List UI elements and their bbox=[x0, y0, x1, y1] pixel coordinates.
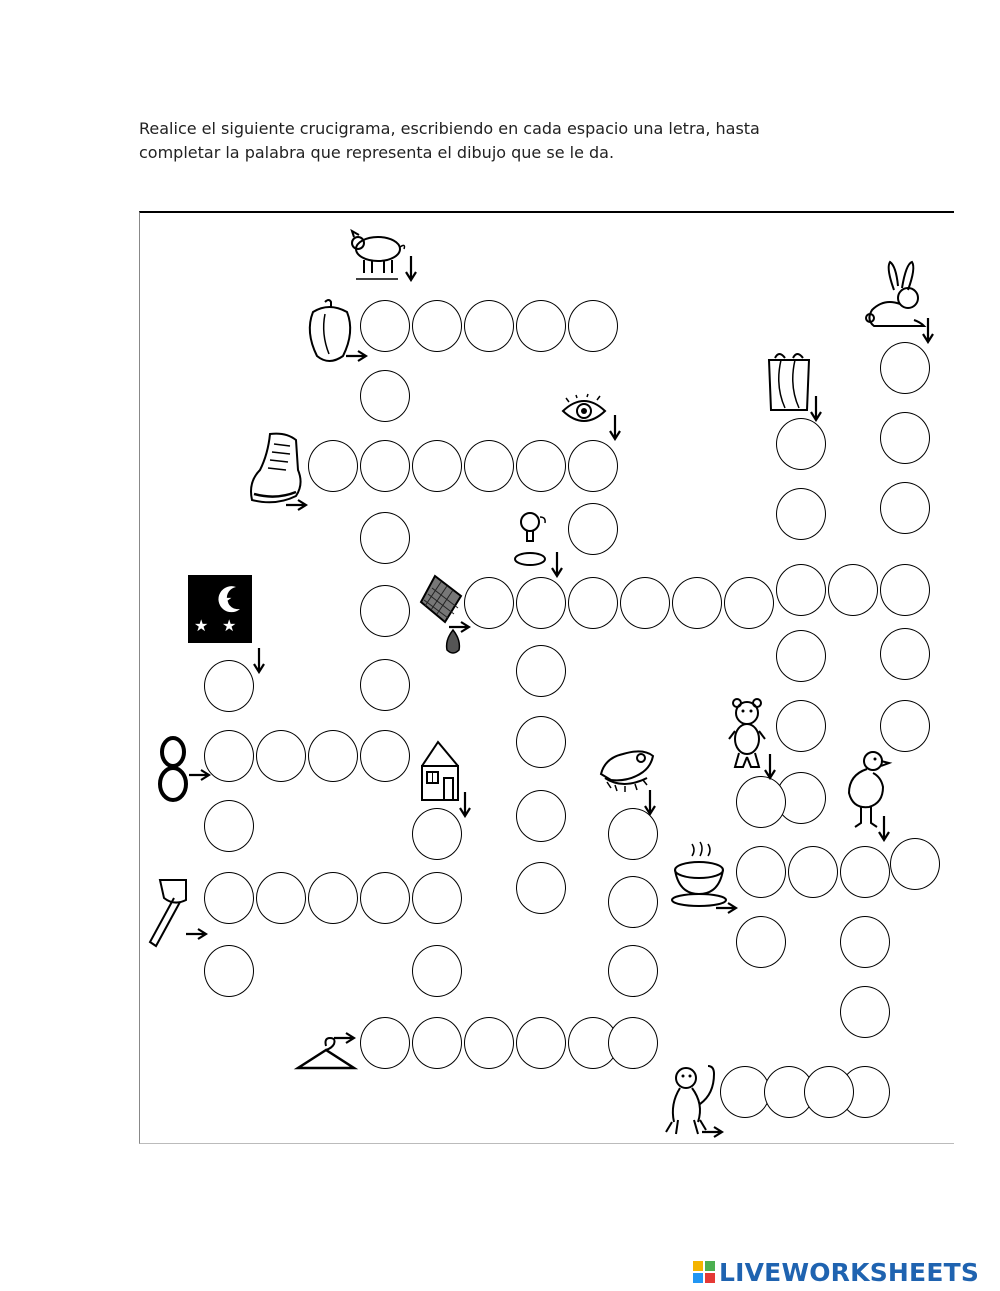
crossword-cell[interactable] bbox=[516, 862, 566, 914]
crossword-cell[interactable] bbox=[776, 564, 826, 616]
crossword-cell[interactable] bbox=[204, 800, 254, 852]
crossword-cell[interactable] bbox=[880, 564, 930, 616]
crossword-cell[interactable] bbox=[608, 945, 658, 997]
crossword-cell[interactable] bbox=[880, 412, 930, 464]
arrow-down-bag bbox=[809, 396, 823, 426]
arrow-down-frog bbox=[643, 790, 657, 820]
crossword-cell[interactable] bbox=[736, 846, 786, 898]
crossword-cell[interactable] bbox=[516, 1017, 566, 1069]
lightbulb-icon bbox=[513, 509, 547, 575]
grater-icon bbox=[419, 574, 467, 658]
teddy-bear-icon bbox=[727, 697, 767, 777]
crossword-cell[interactable] bbox=[890, 838, 940, 890]
arrow-down-duck bbox=[877, 816, 891, 846]
crossword-cell[interactable] bbox=[360, 585, 410, 637]
arrow-right-shoe bbox=[286, 497, 308, 516]
crossword-cell[interactable] bbox=[516, 716, 566, 768]
crossword-cell[interactable] bbox=[204, 872, 254, 924]
crossword-cell[interactable] bbox=[204, 945, 254, 997]
crossword-cell[interactable] bbox=[840, 986, 890, 1038]
crossword-cell[interactable] bbox=[360, 440, 410, 492]
crossword-cell[interactable] bbox=[516, 440, 566, 492]
crossword-cell[interactable] bbox=[736, 776, 786, 828]
crossword-cell[interactable] bbox=[308, 872, 358, 924]
bag-icon bbox=[765, 350, 813, 418]
crossword-cell[interactable] bbox=[360, 300, 410, 352]
number-eight-icon bbox=[157, 734, 189, 808]
crossword-cell[interactable] bbox=[568, 503, 618, 555]
liveworksheets-logo bbox=[693, 1257, 979, 1287]
arrow-down-night bbox=[252, 648, 266, 678]
crossword-cell[interactable] bbox=[204, 660, 254, 712]
crossword-cell[interactable] bbox=[720, 1066, 770, 1118]
crossword-cell[interactable] bbox=[360, 659, 410, 711]
crossword-cell[interactable] bbox=[724, 577, 774, 629]
crossword-cell[interactable] bbox=[788, 846, 838, 898]
arrow-right-soup bbox=[716, 900, 738, 919]
crossword-cell[interactable] bbox=[464, 577, 514, 629]
arrow-right-pepper bbox=[346, 348, 368, 367]
arrow-right-axe bbox=[186, 926, 208, 945]
crossword-cell[interactable] bbox=[412, 440, 462, 492]
svg-text:★: ★ bbox=[222, 616, 237, 635]
arrow-down-rabbit bbox=[921, 318, 935, 348]
crossword-cell[interactable] bbox=[516, 300, 566, 352]
crossword-cell[interactable] bbox=[464, 300, 514, 352]
crossword-cell[interactable] bbox=[840, 846, 890, 898]
crossword-cell[interactable] bbox=[672, 577, 722, 629]
crossword-cell[interactable] bbox=[360, 872, 410, 924]
arrow-right-eight bbox=[189, 767, 211, 786]
crossword-cell[interactable] bbox=[256, 730, 306, 782]
crossword-cell[interactable] bbox=[204, 730, 254, 782]
crossword-cell[interactable] bbox=[608, 1017, 658, 1069]
crossword-cell[interactable] bbox=[880, 482, 930, 534]
crossword-cell[interactable] bbox=[516, 790, 566, 842]
instructions-line-1: Realice el siguiente crucigrama, escribiendo en cada espacio una letra, hasta bbox=[139, 119, 760, 138]
crossword-cell[interactable] bbox=[464, 1017, 514, 1069]
eye-icon bbox=[561, 396, 607, 430]
instructions-text bbox=[139, 117, 859, 165]
crossword-cell[interactable] bbox=[880, 342, 930, 394]
crossword-cell[interactable] bbox=[620, 577, 670, 629]
crossword-cell[interactable] bbox=[464, 440, 514, 492]
crossword-cell[interactable] bbox=[880, 628, 930, 680]
arrow-down-teddy bbox=[763, 754, 777, 784]
instructions-line-2: completar la palabra que representa el dibujo que se le da. bbox=[139, 143, 615, 162]
crossword-cell[interactable] bbox=[360, 730, 410, 782]
crossword-cell[interactable] bbox=[412, 808, 462, 860]
arrow-right-monkey bbox=[702, 1124, 724, 1143]
crossword-cell[interactable] bbox=[828, 564, 878, 616]
house-icon bbox=[418, 738, 462, 806]
crossword-cell[interactable] bbox=[516, 645, 566, 697]
crossword-cell[interactable] bbox=[412, 945, 462, 997]
crossword-cell[interactable] bbox=[776, 630, 826, 682]
crossword-cell[interactable] bbox=[360, 512, 410, 564]
crossword-cell[interactable] bbox=[736, 916, 786, 968]
arrow-down-house bbox=[458, 792, 472, 822]
crossword-cell[interactable] bbox=[256, 872, 306, 924]
crossword-cell[interactable] bbox=[804, 1066, 854, 1118]
crossword-cell[interactable] bbox=[840, 916, 890, 968]
rabbit-icon bbox=[864, 260, 928, 334]
crossword-cell[interactable] bbox=[308, 440, 358, 492]
crossword-cell[interactable] bbox=[880, 700, 930, 752]
crossword-cell[interactable] bbox=[568, 300, 618, 352]
pig-icon bbox=[350, 229, 406, 295]
brand-name: LIVEWORKSHEETS bbox=[719, 1257, 980, 1287]
svg-text:★: ★ bbox=[194, 616, 209, 635]
arrow-down-lightbulb bbox=[550, 552, 564, 582]
crossword-cell[interactable] bbox=[412, 300, 462, 352]
crossword-cell[interactable] bbox=[360, 370, 410, 422]
svg-text:★: ★ bbox=[218, 590, 233, 609]
crossword-cell[interactable] bbox=[608, 876, 658, 928]
crossword-cell[interactable] bbox=[776, 488, 826, 540]
crossword-cell[interactable] bbox=[516, 577, 566, 629]
arrow-down-eye bbox=[608, 415, 622, 445]
crossword-cell[interactable] bbox=[360, 1017, 410, 1069]
arrow-down-pig bbox=[404, 256, 418, 286]
arrow-right-grater bbox=[449, 619, 471, 638]
crossword-cell[interactable] bbox=[568, 577, 618, 629]
crossword-cell[interactable] bbox=[568, 440, 618, 492]
crossword-cell[interactable] bbox=[776, 700, 826, 752]
crossword-cell[interactable] bbox=[412, 872, 462, 924]
liveworksheets-icon bbox=[693, 1261, 715, 1283]
night-sky-icon bbox=[188, 575, 252, 647]
arrow-right-hanger bbox=[334, 1030, 356, 1049]
crossword-cell[interactable] bbox=[308, 730, 358, 782]
crossword-cell[interactable] bbox=[412, 1017, 462, 1069]
